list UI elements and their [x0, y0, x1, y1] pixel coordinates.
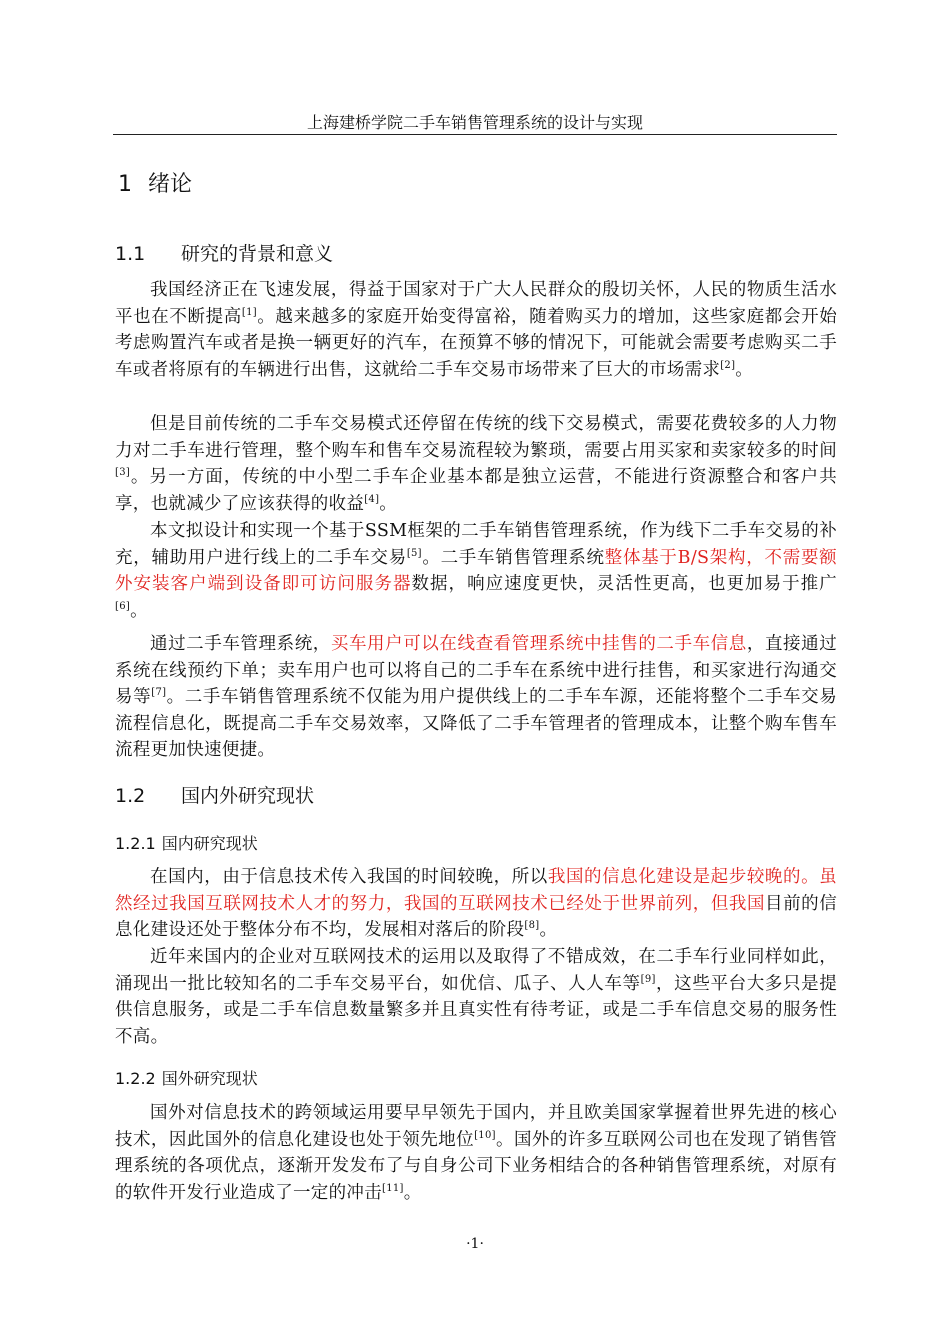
- text-run: 目前的信息化建设还处于整体分布不均，发展相对落后的阶段: [115, 893, 838, 940]
- paragraph: [115, 1100, 837, 1206]
- text-run: 本文拟设计和实现一个基于SSM框架的二手车销售管理系统，作为线下二手车交易的补充，辅助用户进行线上的二手车交易: [115, 521, 837, 568]
- text-run: 。二手车销售管理系统: [421, 547, 605, 568]
- section-heading-1-1: [115, 240, 333, 268]
- paragraph: [115, 864, 837, 944]
- text-run: 但是目前传统的二手车交易模式还停留在传统的线下交易模式，需要花费较多的人力物力对二手车进行管理，整个购车和售车交易流程较为繁琐，需要占用买家和卖家较多的时间: [115, 414, 837, 461]
- citation: [5]: [406, 547, 422, 559]
- highlighted-text: 买车用户可以在线查看管理系统中挂售的二手车信息: [330, 634, 747, 654]
- chapter-heading: [118, 170, 192, 200]
- subsection-number: 1.2.1: [115, 834, 156, 853]
- citation: [4]: [364, 493, 380, 505]
- subsection-heading-1-2-2: [115, 1066, 258, 1092]
- section-number: 1.1: [115, 243, 146, 265]
- subsection-title: 国内研究现状: [161, 834, 258, 853]
- text-run: 数据，响应速度更快，灵活性更高，也更加易于推广: [411, 574, 837, 594]
- text-run: 。: [403, 1182, 422, 1203]
- subsection-number: 1.2.2: [115, 1069, 156, 1088]
- section-title: 研究的背景和意义: [181, 243, 334, 265]
- chapter-number: 1: [118, 172, 132, 197]
- text-run: 近年来国内的企业对互联网技术的运用以及取得了不错成效，在二手车行业同样如此，涌现出一批比较知名的二手车交易平台，如优信、瓜子、人人车等: [115, 947, 837, 994]
- page-number: ·1·: [466, 1236, 484, 1252]
- section-title: 国内外研究现状: [181, 785, 315, 807]
- citation: [10]: [474, 1129, 496, 1141]
- citation: [3]: [115, 467, 131, 479]
- text-run: 。另一方面，传统的中小型二手车企业基本都是独立运营，不能进行资源整合和客户共享，也就减少了应该获得的收益: [115, 467, 837, 514]
- text-run: ，这些平台大多只是提供信息服务，或是二手车信息数量繁多并且真实性有待考证，或是二手车信息交易的服务性不高。: [115, 973, 837, 1047]
- paragraph: [115, 411, 837, 517]
- citation: [11]: [382, 1182, 404, 1194]
- citation: [7]: [151, 687, 167, 699]
- text-run: 在国内，由于信息技术传入我国的时间较晚，所以: [150, 867, 548, 887]
- text-run: 通过二手车管理系统，: [150, 634, 331, 654]
- section-number: 1.2: [115, 785, 146, 807]
- running-header: 上海建桥学院二手车销售管理系统的设计与实现: [306, 113, 643, 132]
- highlighted-text: 我国的信息化建设是起步较晚的。虽然经过我国互联网技术人才的努力，我国的互联网技术已经处于世界前列，但我国: [115, 867, 837, 914]
- text-run: 。: [735, 359, 754, 380]
- text-run: 。: [539, 920, 558, 940]
- text-run: ，直接通过系统在线预约下单；卖车用户也可以将自己的二手车在系统中进行挂售，和买家进行沟通交易等: [115, 634, 838, 707]
- text-run: 。: [379, 493, 398, 514]
- citation: [1]: [241, 306, 257, 318]
- citation: [2]: [720, 359, 736, 371]
- text-run: 。国外的许多互联网公司也在发现了销售管理系统的各项优点，逐渐开发发布了与自身公司下业务相结合的各种销售管理系统，对原有的软件开发行业造成了一定的冲击: [115, 1129, 837, 1203]
- citation: [6]: [115, 600, 131, 612]
- text-run: 国外对信息技术的跨领域运用要早早领先于国内，并且欧美国家掌握着世界先进的核心技术，因此国外的信息化建设也处于领先地位: [115, 1103, 837, 1150]
- paragraph: [115, 277, 837, 383]
- text-run: 。越来越多的家庭开始变得富裕，随着购买力的增加，这些家庭都会开始考虑购置汽车或者是换一辆更好的汽车，在预算不够的情况下，可能就会需要考虑购买二手车或者将原有的车辆进行出售，这就给二手车交易市场带来了巨大的市场需求: [115, 306, 837, 380]
- citation: [9]: [640, 973, 656, 985]
- text-run: 。二手车销售管理系统不仅能为用户提供线上的二手车车源，还能将整个二手车交易流程信息化，既提高二手车交易效率，又降低了二手车管理者的管理成本，让整个购车售车流程更加快速便捷。: [115, 687, 837, 760]
- subsection-heading-1-2-1: [115, 831, 258, 857]
- header-rule: [113, 134, 837, 135]
- text-run: 我国经济正在飞速发展，得益于国家对于广大人民群众的殷切关怀，人民的物质生活水平也在不断提高: [115, 280, 837, 327]
- citation: [8]: [524, 920, 540, 932]
- subsection-title: 国外研究现状: [161, 1069, 258, 1088]
- highlighted-text: 整体基于B/S架构，不需要额外安装客户端到设备即可访问服务器: [115, 547, 837, 594]
- paragraph: [115, 944, 837, 1050]
- text-run: 。: [130, 600, 148, 621]
- paragraph: [115, 518, 837, 624]
- paragraph: [115, 631, 837, 764]
- section-heading-1-2: [115, 782, 314, 810]
- chapter-title: 绪论: [148, 172, 193, 197]
